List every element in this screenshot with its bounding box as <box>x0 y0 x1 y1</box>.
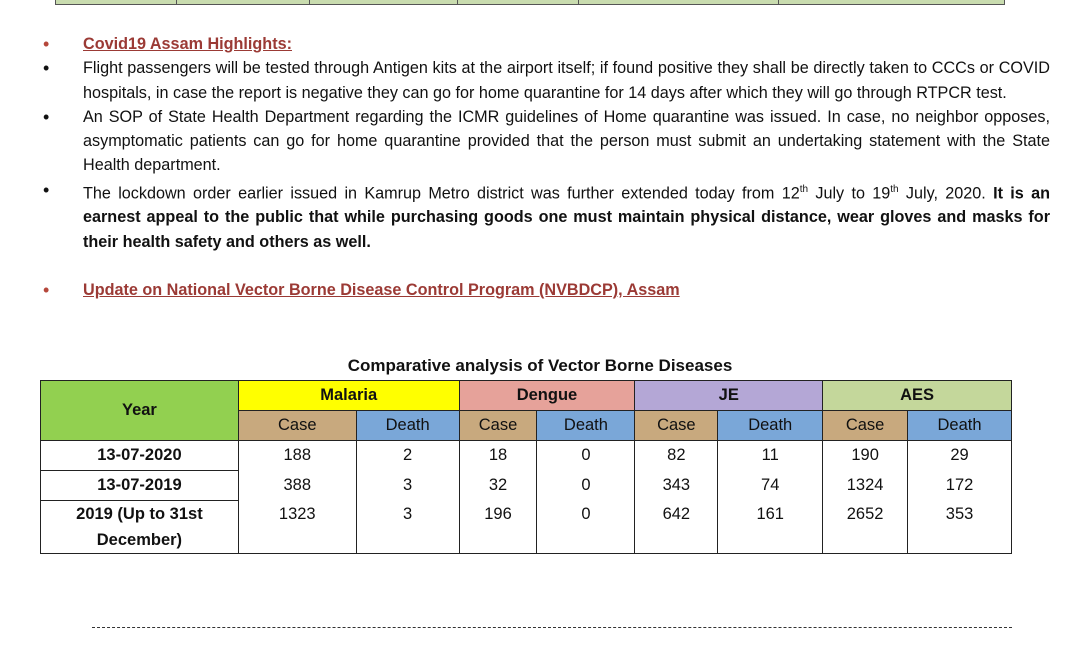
disease-header-dengue: Dengue <box>459 381 635 411</box>
dashed-separator <box>92 627 1012 628</box>
case-subheader: Case <box>238 411 356 441</box>
table-cell: 196 <box>459 501 537 554</box>
table-title: Comparative analysis of Vector Borne Diseases <box>347 356 733 375</box>
covid-highlights-heading[interactable]: Covid19 Assam Highlights: <box>83 35 292 53</box>
table-cell: 82 <box>635 441 718 471</box>
table-cell: 0 <box>537 441 635 471</box>
highlights-list <box>40 32 1050 302</box>
table-cell: 2652 <box>823 501 908 554</box>
case-subheader: Case <box>635 411 718 441</box>
table-cell: 0 <box>537 501 635 554</box>
table-cell: 2 <box>356 441 459 471</box>
disease-header-je: JE <box>635 381 823 411</box>
lockdown-text-suffix: July, 2020. <box>898 184 994 203</box>
highlight-text: Flight passengers will be tested through Antigen kits at the airport itself; if found positive they shall be directly taken to CCCs or COVID hospitals, in case the report is negative they can go for home quarantine for 14 days after which they will go through RTPCR test. <box>83 59 1050 102</box>
disease-header-malaria: Malaria <box>238 381 459 411</box>
table-cell: 74 <box>718 471 823 501</box>
case-subheader: Case <box>823 411 908 441</box>
bullet-icon: • <box>43 58 50 79</box>
table-cell: 29 <box>908 441 1012 471</box>
year-header: Year <box>41 381 239 441</box>
table-row <box>41 471 1012 501</box>
death-subheader: Death <box>908 411 1012 441</box>
list-item-heading <box>40 32 1050 56</box>
bullet-icon: • <box>43 179 50 200</box>
superscript-th: th <box>799 183 809 195</box>
table-cell: 343 <box>635 471 718 501</box>
table-cell: 642 <box>635 501 718 554</box>
lockdown-appeal-bold: It is an earnest appeal to the public that while purchasing goods one must maintain physical distance, wear gloves and masks for their health safety and others as well. <box>83 184 1050 251</box>
list-item <box>40 178 1050 254</box>
table-cell: 1323 <box>238 501 356 554</box>
bullet-icon: • <box>43 280 50 301</box>
previous-table-bottom-edge <box>55 0 1005 5</box>
death-subheader: Death <box>537 411 635 441</box>
table-cell: 172 <box>908 471 1012 501</box>
table-cell: 1324 <box>823 471 908 501</box>
death-subheader: Death <box>356 411 459 441</box>
list-item <box>40 105 1050 178</box>
table-cell: 11 <box>718 441 823 471</box>
row-year: 13-07-2020 <box>41 441 239 471</box>
table-cell: 188 <box>238 441 356 471</box>
highlight-text: An SOP of State Health Department regarding the ICMR guidelines of Home quarantine was issued. In case, no neighbor opposes, asymptomatic patients can go for home quarantine provided that the person must submit an undertaking statement with the State Health department. <box>83 107 1050 175</box>
table-cell: 3 <box>356 501 459 554</box>
row-year: 2019 (Up to 31st December) <box>41 501 239 554</box>
nvbdcp-heading[interactable]: Update on National Vector Borne Disease Control Program (NVBDCP), Assam <box>83 281 680 300</box>
table-cell: 353 <box>908 501 1012 554</box>
lockdown-text-mid: July to 19 <box>808 184 891 203</box>
table-row <box>41 441 1012 471</box>
table-row <box>41 501 1012 554</box>
list-item <box>40 56 1050 105</box>
bullet-icon: • <box>43 34 50 54</box>
vector-borne-disease-table <box>40 380 1012 554</box>
death-subheader: Death <box>718 411 823 441</box>
table-cell: 32 <box>459 471 537 501</box>
table-cell: 0 <box>537 471 635 501</box>
superscript-th: th <box>890 183 899 195</box>
table-cell: 161 <box>718 501 823 554</box>
disease-header-aes: AES <box>823 381 1012 411</box>
case-subheader: Case <box>459 411 537 441</box>
table-cell: 388 <box>238 471 356 501</box>
table-cell: 18 <box>459 441 537 471</box>
table-cell: 190 <box>823 441 908 471</box>
bullet-icon: • <box>43 106 50 127</box>
row-year: 13-07-2019 <box>41 471 239 501</box>
list-item-heading <box>40 278 1050 302</box>
lockdown-text-prefix: The lockdown order earlier issued in Kamrup Metro district was further extended today from 12 <box>83 184 800 203</box>
table-cell: 3 <box>356 471 459 501</box>
